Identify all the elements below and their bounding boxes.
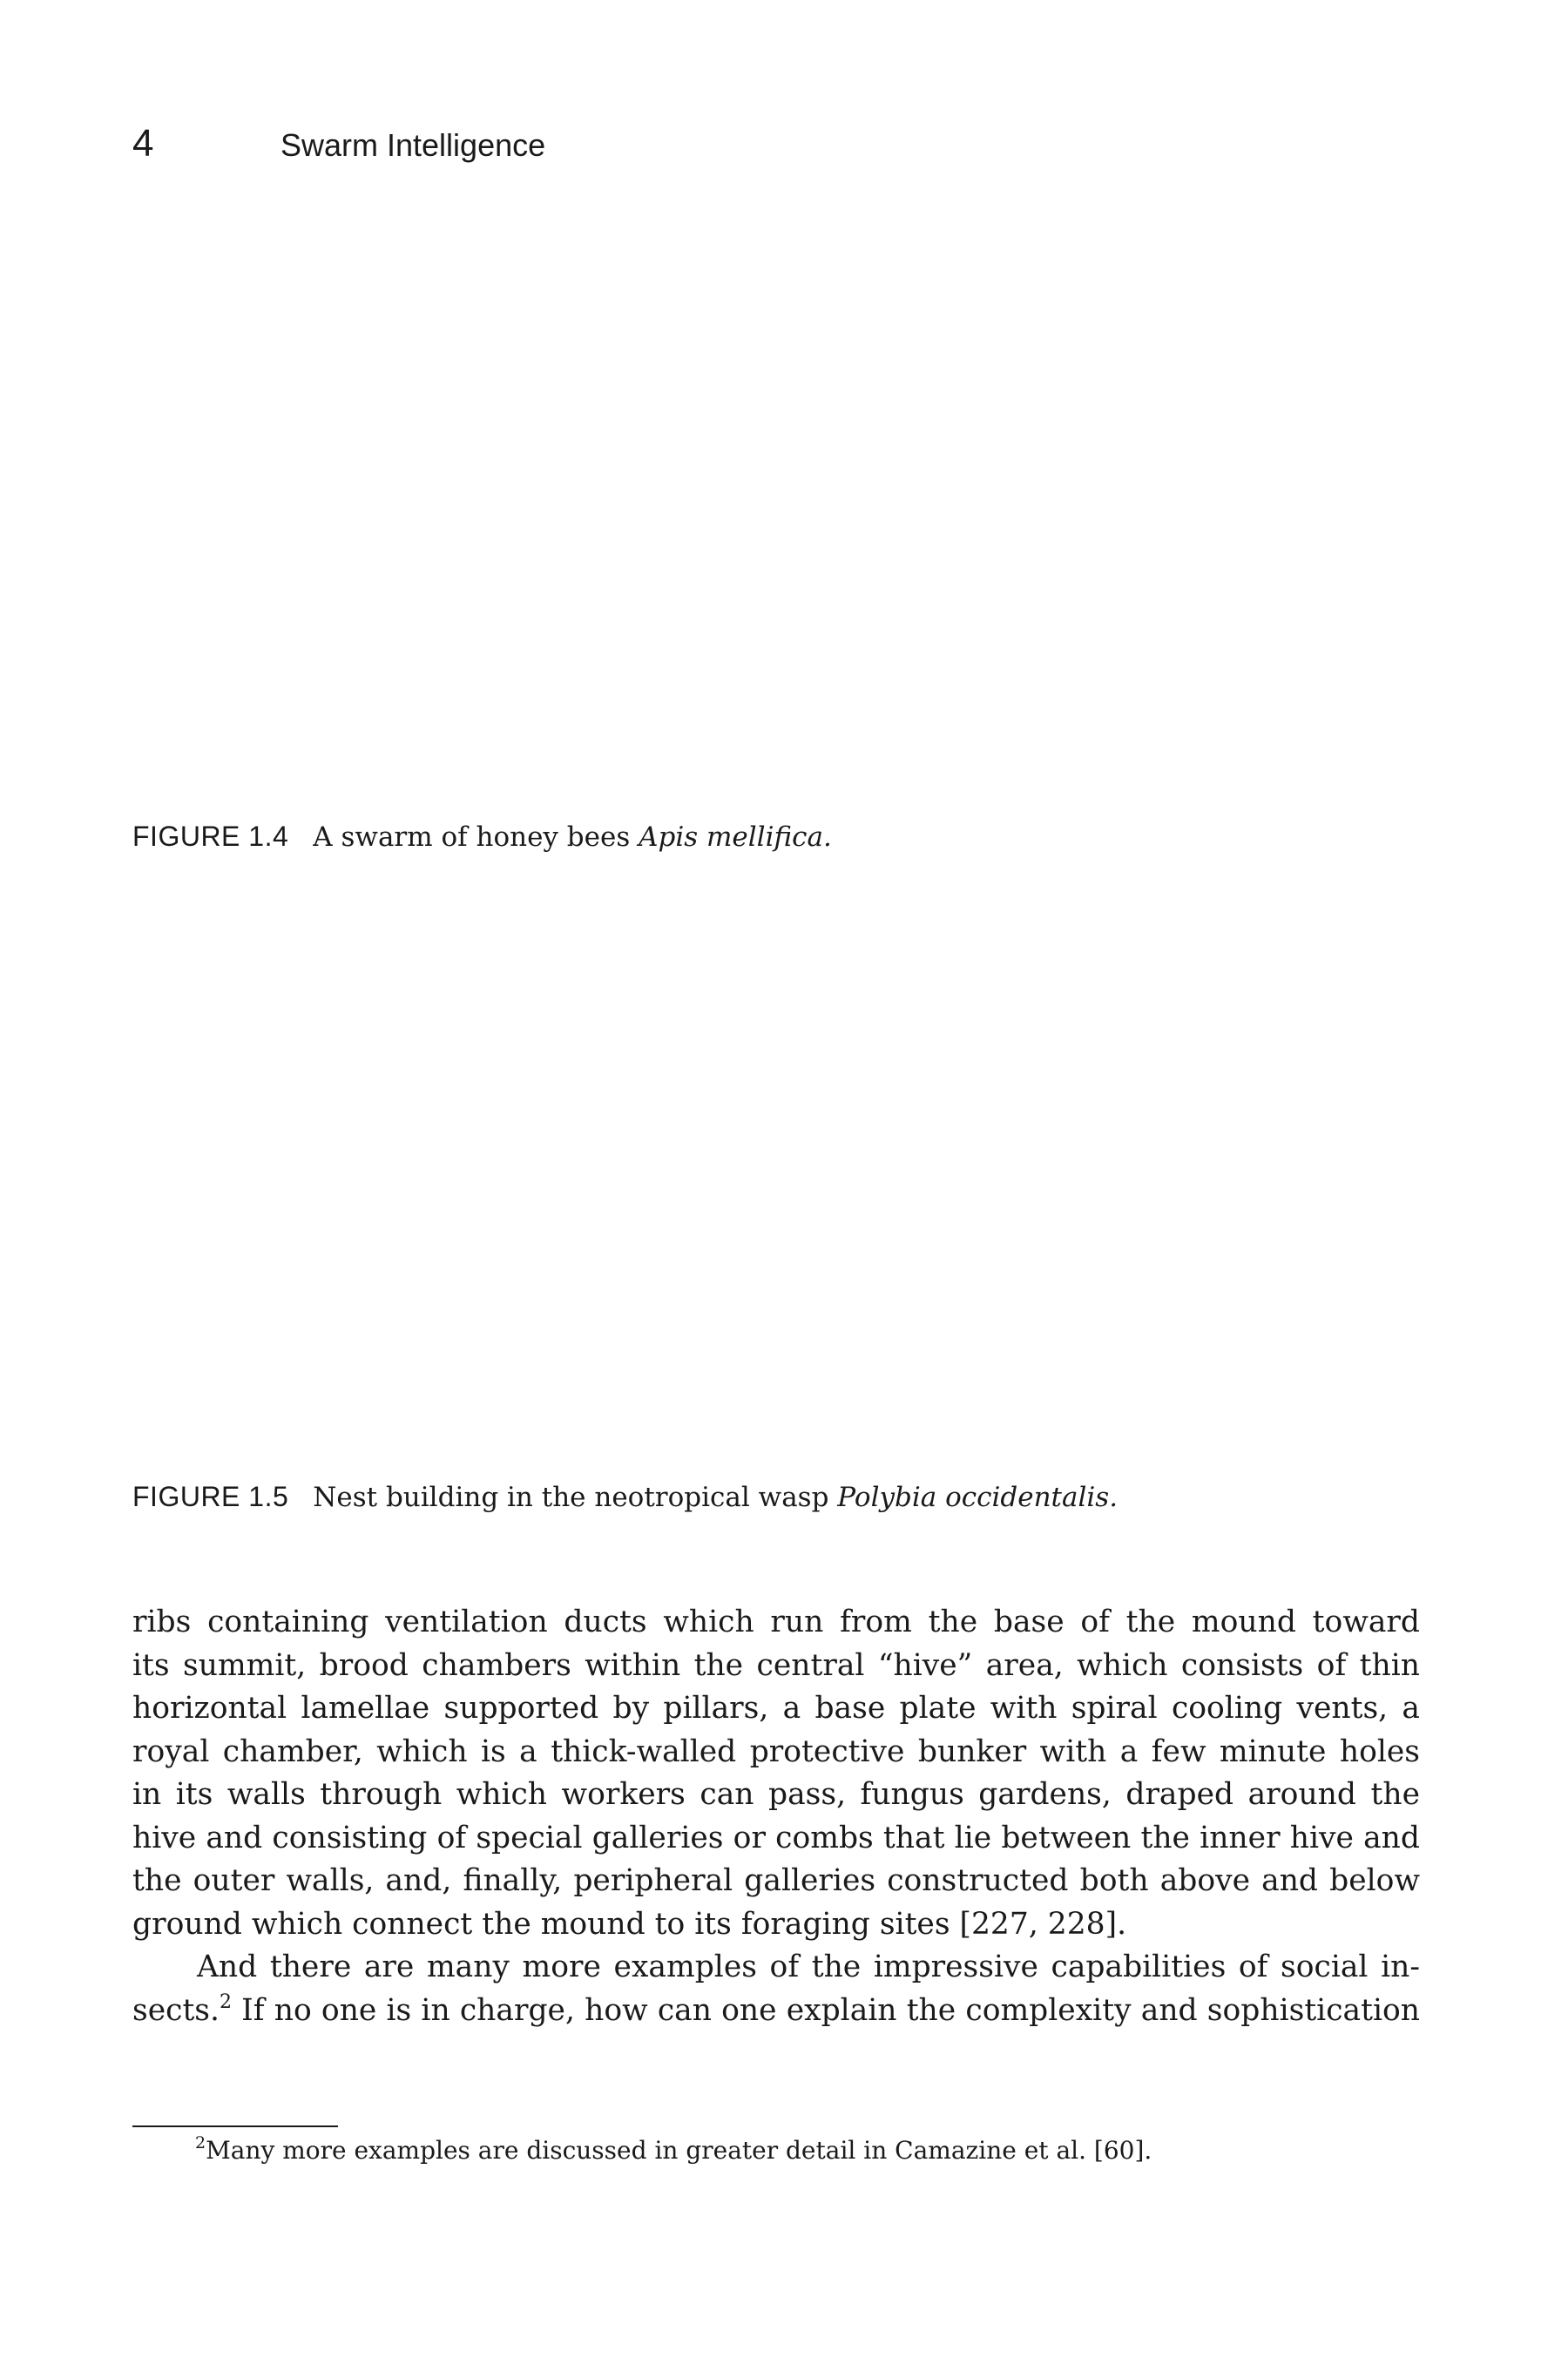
footnote-mark: 2 <box>195 2133 206 2152</box>
figure-label: FIGURE 1.4 <box>132 821 289 852</box>
text-fragment: sects. <box>132 1992 220 2028</box>
footnote-text: Many more examples are discussed in greater detail in Camazine et al. [60]. <box>206 2136 1152 2165</box>
text-fragment: If no one is in charge, how can one explain the complexity and sophistication <box>231 1992 1420 2028</box>
text-line <box>132 1990 1420 2033</box>
text-line: in its walls through which workers can pass, fungus gardens, draped around the <box>132 1777 1420 1812</box>
text-line: ground which connect the mound to its foraging sites [227, 228]. <box>132 1906 1127 1942</box>
running-head <box>132 122 545 166</box>
figure-1-5-image-area <box>132 889 1422 1446</box>
figure-1-4-caption <box>132 821 1439 854</box>
text-line: ribs containing ventilation ducts which run from the base of the mound toward <box>132 1605 1420 1639</box>
text-line: hive and consisting of special galleries or combs that lie between the inner hive and <box>132 1820 1420 1855</box>
caption-species: Apis mellifica. <box>639 821 832 853</box>
caption-text: A swarm of honey bees <box>313 821 639 853</box>
page-number: 4 <box>132 122 154 165</box>
text-line: royal chamber, which is a thick-walled protective bunker with a few minute holes <box>132 1733 1420 1769</box>
text-line: its summit, brood chambers within the central “hive” area, which consists of thin <box>132 1647 1420 1683</box>
caption-species: Polybia occidentalis. <box>837 1482 1119 1513</box>
footnote-divider <box>132 2125 338 2127</box>
figure-label: FIGURE 1.5 <box>132 1481 289 1512</box>
body-text <box>132 1601 1420 2032</box>
figure-1-4-image-area <box>132 209 1422 801</box>
figure-1-5-caption <box>132 1481 1439 1514</box>
running-title: Swarm Intelligence <box>280 127 546 163</box>
footnote-reference[interactable]: 2 <box>219 1990 232 2013</box>
text-line: horizontal lamellae supported by pillars, a base plate with spiral cooling vents, a <box>132 1691 1420 1726</box>
caption-text: Nest building in the neotropical wasp <box>313 1482 838 1513</box>
text-line: the outer walls, and, finally, peripheral galleries constructed both above and below <box>132 1863 1420 1898</box>
text-line: And there are many more examples of the impressive capabilities of social in- <box>197 1950 1420 1984</box>
footnote <box>195 2133 1152 2165</box>
